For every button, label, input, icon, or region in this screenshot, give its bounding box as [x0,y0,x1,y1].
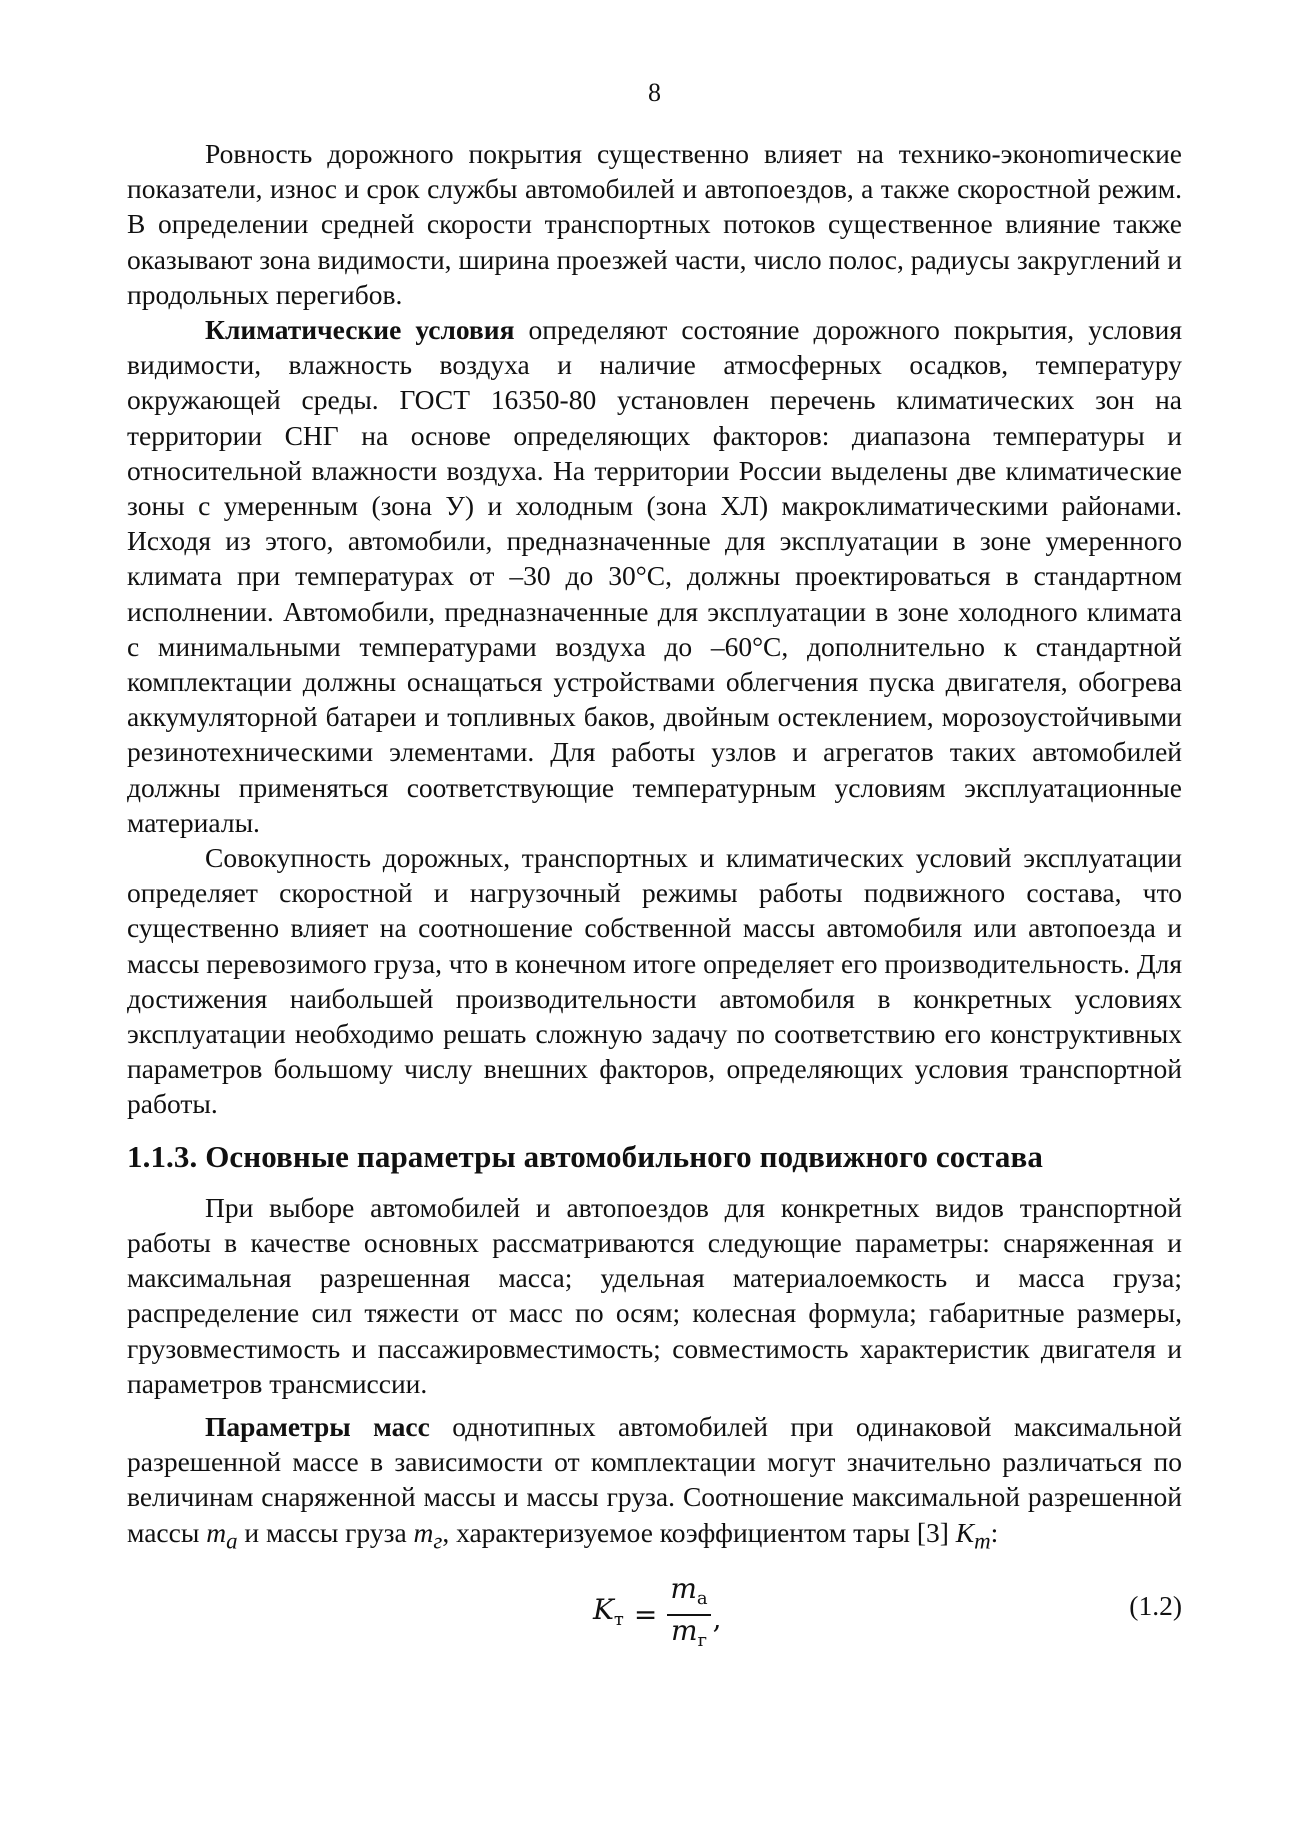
paragraph-mass-text-c: , характеризуемое коэффициентом тары [3] [442,1516,956,1548]
formula-number: (1.2) [1129,1590,1182,1622]
formula-tare-coefficient [593,1574,722,1656]
symbol-kt-base: K [955,1516,975,1548]
symbol-kt [955,1516,991,1554]
formula-lhs-base: K [593,1593,614,1627]
symbol-kt-sub: т [974,1528,991,1554]
term-mass-parameters: Параметры масс [205,1410,430,1442]
formula-equals: = [633,1598,658,1632]
symbol-mg-sub: г [433,1528,443,1554]
page-number: 8 [648,78,661,107]
formula-lhs-sub: т [613,1609,624,1631]
symbol-ma-base: m [206,1516,227,1548]
symbol-mg-base: m [413,1516,434,1548]
formula-comma: , [712,1602,722,1636]
formula-numerator-sub: a [696,1588,708,1610]
formula-denominator [668,1613,710,1656]
paragraph-main-parameters: При выборе автомобилей и автопоездов для конкретных видов транспортной работы в качестве основных рассматриваются следующие параметры: снаряженная и максимальная разрешенная масса; удельная материалоемкость и масса груза; распределение сил тяжести от масс по осям; колесная формула; габаритные размеры, грузовместимость и пассажировместимость; совместимость характеристик двигателя и параметров трансмиссии. [127,1191,1182,1399]
symbol-ma-sub: a [226,1528,238,1554]
paragraph-gap [127,1401,1182,1409]
formula-numerator [667,1574,710,1614]
paragraph-operating-conditions: Совокупность дорожных, транспортных и климатических условий эксплуатации определяет скоростной и нагрузочный режимы работы подвижного состава, что существенно влияет на соотношение собственной массы автомобиля или автопоезда и массы перевозимого груза, что в конечном итоге определяет его производительность. Для достижения наибольшей производительности автомобиля в конкретных условиях эксплуатации необходимо решать сложную задачу по соответствию его конструктивных параметров большому числу внешних факторов, определяющих условия транспортной работы. [127,842,1182,1120]
symbol-ma [206,1516,238,1554]
section-heading: 1.1.3. Основные параметры автомобильного подвижного состава [127,1138,1043,1174]
paragraph-road-surface: Ровность дорожного покрытия существенно влияет на технико-эконоmические показатели, износ и срок службы автомобилей и автопоездов, а также скоростной режим. В определении средней скорости транспортных потоков существенное влияние также оказывают зона видимости, ширина проезжей части, число полос, радиусы закруглений и продольных перегибов. [127,138,1182,310]
formula-denominator-base: m [671,1613,698,1647]
page-body [127,136,1182,1652]
term-climate-conditions: Климатические условия [205,314,515,346]
paragraph-mass-text-b: и массы груза [237,1516,414,1548]
paragraph-mass-parameters [127,1409,1182,1558]
formula-row [127,1562,1182,1652]
paragraph-climate-conditions [127,312,1182,840]
formula-lhs [593,1592,624,1637]
formula-numerator-base: m [670,1572,697,1606]
paragraph-mass-text-d: : [990,1516,999,1548]
symbol-mg [413,1516,443,1554]
paragraph-climate-text: определяют состояние дорожного покрытия, условия видимости, влажность воздуха и наличие атмосферных осадков, температуру окружающей среды. ГОСТ 16350-80 установлен перечень климатических зон на территории СНГ на основе определяющих факторов: диапазона температуры и относительной влажности воздуха. На территории России выделены две климатические зоны с умеренным (зона У) и холодным (зона ХЛ) макроклиматическими районами. Исходя из этого, автомобили, предназначенные для эксплуатации в зоне умеренного климата при температурах от –30 до 30°С, должны проектироваться в стандартном исполнении. Автомобили, предназначенные для эксплуатации в зоне холодного климата с минимальными температурами воздуха до –60°С, дополнительно к стандартной комплектации должны оснащаться устройствами облегчения пуска двигателя, обогрева аккумуляторной батареи и топливных баков, двойным остеклением, морозоустойчивыми резинотехническими элементами. Для работы узлов и агрегатов таких автомобилей должны применяться соответствующие температурным условиям эксплуатационные материалы. [127,314,1182,838]
paragraph-mass-text-a: однотипных автомобилей при одинаковой максимальной разрешенной массе в зависимости от комплектации могут значительно различаться по величинам снаряженной массы и массы груза. Соотношение максимальной разрешенной массы [127,1410,1182,1548]
formula-fraction [667,1574,710,1656]
formula-denominator-sub: г [697,1629,707,1651]
